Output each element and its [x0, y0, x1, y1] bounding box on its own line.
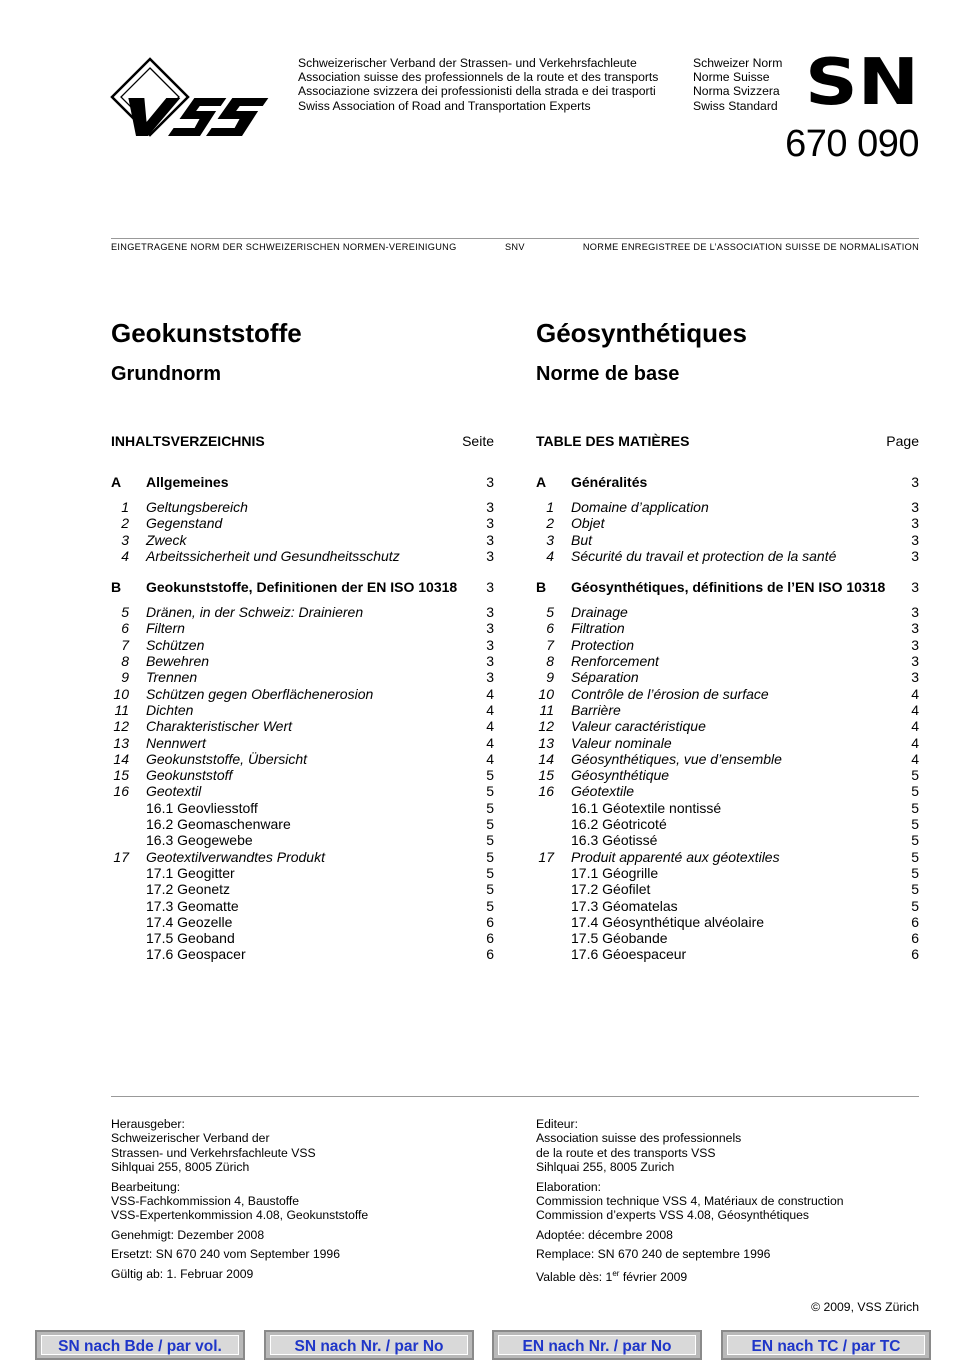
title-de: Geokunststoffe: [111, 318, 302, 348]
imprint-line: Remplace: SN 670 240 de septembre 1996: [536, 1247, 771, 1262]
toc-entry[interactable]: [536, 881, 919, 897]
entry-page: 4: [911, 750, 919, 767]
footer-divider: [111, 1096, 919, 1097]
toc-entry[interactable]: [111, 751, 494, 767]
entry-page: 5: [486, 799, 494, 816]
toc-entry[interactable]: [111, 914, 494, 930]
entry-page: 6: [911, 913, 919, 930]
entry-page: 6: [911, 946, 919, 963]
toc-entry[interactable]: [536, 686, 919, 702]
entry-number: 8: [121, 653, 129, 670]
section-title: Généralités: [571, 474, 648, 490]
registered-de: EINGETRAGENE NORM DER SCHWEIZERISCHEN NORMEN-VEREINIGUNG: [111, 242, 457, 252]
entry-title: Géosynthétique: [571, 767, 670, 784]
toc-entry[interactable]: [111, 735, 494, 751]
entry-number: 12: [538, 718, 554, 735]
entry-number: 16: [113, 783, 129, 800]
section-letter: B: [536, 579, 547, 596]
association-fr: Association suisse des professionnels de la route et des transports: [298, 70, 659, 85]
section-title: Allgemeines: [146, 474, 229, 490]
entry-number: 17: [113, 848, 129, 865]
imprint-line: Association suisse des professionnels: [536, 1131, 742, 1146]
toc-entry[interactable]: [111, 849, 494, 865]
entry-title: Geokunststoff: [146, 767, 233, 784]
toc-entry[interactable]: [111, 783, 494, 799]
toc-entry[interactable]: [536, 515, 919, 531]
toc-entry[interactable]: [536, 800, 919, 816]
entry-title: 17.2 Géofilet: [571, 881, 651, 898]
entry-title: Trennen: [146, 669, 198, 686]
sn-logo: [804, 56, 920, 113]
title-fr: Géosynthétiques: [536, 318, 747, 348]
entry-title: Charakteristischer Wert: [146, 718, 293, 735]
entry-page: 5: [486, 767, 494, 784]
imprint-line: Sihlquai 255, 8005 Zurich: [536, 1160, 675, 1175]
entry-page: 4: [911, 685, 919, 702]
entry-number: 14: [113, 750, 129, 767]
imprint-block: [536, 1228, 844, 1242]
toc-title: TABLE DES MATIÈRES: [536, 433, 690, 449]
entry-page: 5: [911, 881, 919, 898]
entry-number: 13: [538, 734, 554, 751]
nav-en-by-number-button[interactable]: [492, 1330, 702, 1360]
entry-title: Objet: [571, 515, 605, 532]
entry-number: 12: [113, 718, 129, 735]
standard-type-fr: Norme Suisse: [693, 70, 770, 85]
entry-title: Géosynthétiques, vue d’ensemble: [571, 750, 782, 767]
toc-entry[interactable]: [536, 832, 919, 848]
entry-title: 16.1 Géotextile nontissé: [571, 799, 722, 816]
entry-page: 5: [486, 864, 494, 881]
entry-page: 4: [486, 718, 494, 735]
toc-entry[interactable]: [111, 532, 494, 548]
entry-number: 13: [113, 734, 129, 751]
nav-en-by-tc-button[interactable]: [721, 1330, 931, 1360]
entry-number: 4: [546, 547, 554, 564]
nav-button-label[interactable]: SN nach Bde / par vol.: [41, 1335, 239, 1355]
nav-sn-by-volume-button[interactable]: [35, 1330, 245, 1360]
entry-title: But: [571, 531, 593, 548]
entry-page: 3: [911, 499, 919, 515]
entry-title: 16.3 Géotissé: [571, 832, 658, 849]
entry-title: Bewehren: [146, 653, 210, 670]
section-letter: B: [111, 579, 122, 596]
entry-title: Séparation: [571, 669, 639, 686]
entry-page: 5: [911, 783, 919, 800]
entry-title: Contrôle de l’érosion de surface: [571, 685, 769, 702]
entry-title: 17.1 Géogrille: [571, 864, 659, 881]
entry-title: Dichten: [146, 701, 194, 718]
entry-number: 15: [113, 767, 129, 784]
entry-page: 5: [486, 881, 494, 898]
entry-title: Geotextilverwandtes Produkt: [146, 848, 325, 865]
imprint-line: Commission technique VSS 4, Matériaux de construction: [536, 1194, 844, 1209]
entry-title: 17.4 Géosynthétique alvéolaire: [571, 913, 765, 930]
toc-entry[interactable]: [111, 637, 494, 653]
imprint-line: Commission d’experts VSS 4.08, Géosynthétiques: [536, 1208, 809, 1223]
entry-number: 5: [121, 604, 129, 621]
entry-number: 14: [538, 750, 554, 767]
entry-title: Schützen gegen Oberflächenerosion: [146, 685, 374, 702]
imprint-de: [111, 1117, 368, 1281]
toc-entry[interactable]: [111, 686, 494, 702]
toc-entry[interactable]: [111, 865, 494, 881]
imprint-line: Strassen- und Verkehrsfachleute VSS: [111, 1145, 316, 1160]
toc-entry[interactable]: [111, 800, 494, 816]
toc-fr: [536, 473, 919, 963]
toc-entry[interactable]: [111, 620, 494, 636]
entry-page: 5: [486, 848, 494, 865]
entry-page: 4: [486, 734, 494, 751]
imprint-line: Gültig ab: 1. Februar 2009: [111, 1266, 254, 1281]
entry-title: Filtration: [571, 620, 625, 637]
entry-number: 8: [546, 653, 554, 670]
section-page: 3: [486, 474, 494, 490]
entry-page: 3: [911, 531, 919, 548]
entry-number: 3: [546, 531, 554, 548]
imprint-line: Herausgeber:: [111, 1117, 185, 1131]
entry-number: 11: [114, 701, 129, 718]
standard-type-it: Norma Svizzera: [693, 84, 780, 99]
copyright: © 2009, VSS Zürich: [811, 1300, 919, 1314]
entry-title: Geotextil: [146, 783, 202, 800]
entry-title: Valeur caractéristique: [571, 718, 706, 735]
entry-title: Schützen: [146, 636, 205, 653]
entry-page: 3: [486, 499, 494, 515]
entry-title: Barrière: [571, 701, 621, 718]
section-letter: A: [536, 474, 547, 490]
toc-section: [111, 578, 494, 596]
imprint-block: [111, 1180, 368, 1223]
section-page: 3: [486, 579, 494, 596]
entry-title: Domaine d’application: [571, 499, 709, 515]
entry-number: 7: [546, 636, 554, 653]
entry-page: 3: [911, 604, 919, 621]
nav-sn-by-number-button[interactable]: [264, 1330, 474, 1360]
entry-page: 5: [486, 816, 494, 833]
toc-entry[interactable]: [536, 865, 919, 881]
toc-entry[interactable]: [536, 849, 919, 865]
entry-page: 3: [911, 515, 919, 532]
entry-page: 3: [486, 547, 494, 564]
entry-number: 4: [121, 547, 129, 564]
imprint-line: VSS-Fachkommission 4, Baustoffe: [111, 1194, 300, 1209]
entry-title: 17.4 Geozelle: [146, 913, 233, 930]
toc-section: [536, 473, 919, 491]
valid-suffix: février 2009: [619, 1270, 688, 1285]
entry-page: 5: [911, 816, 919, 833]
imprint-block: [111, 1247, 368, 1261]
toc-entry[interactable]: [111, 816, 494, 832]
imprint-block: [111, 1117, 368, 1175]
toc-heading-de: [111, 432, 494, 450]
section-page: 3: [911, 474, 919, 490]
entry-title: Drainage: [571, 604, 628, 621]
valid-prefix: Valable dès: 1: [536, 1270, 613, 1285]
entry-title: Protection: [571, 636, 635, 653]
entry-number: 9: [546, 669, 554, 686]
toc-heading-fr: [536, 432, 919, 450]
entry-page: 3: [486, 669, 494, 686]
entry-page: 5: [911, 848, 919, 865]
entry-number: 3: [121, 531, 129, 548]
sn-mark: SN: [805, 56, 919, 108]
toc-entry[interactable]: [536, 751, 919, 767]
section-title: Géosynthétiques, définitions de l’EN ISO 10318: [571, 579, 886, 596]
toc-entry[interactable]: [536, 816, 919, 832]
entry-page: 3: [911, 653, 919, 670]
section-page: 3: [911, 579, 919, 596]
entry-title: 16.1 Geovliesstoff: [146, 799, 258, 816]
entry-number: 9: [121, 669, 129, 686]
registered-fr: NORME ENREGISTREE DE L’ASSOCIATION SUISSE DE NORMALISATION: [582, 242, 919, 252]
toc-entry[interactable]: [111, 718, 494, 734]
entry-title: Produit apparenté aux géotextiles: [571, 848, 780, 865]
entry-page: 6: [486, 913, 494, 930]
entry-number: 10: [538, 685, 554, 702]
entry-number: 16: [538, 783, 554, 800]
entry-page: 5: [911, 799, 919, 816]
imprint-line: de la route et des transports VSS: [536, 1145, 716, 1160]
entry-page: 3: [911, 620, 919, 637]
entry-number: 2: [546, 515, 554, 532]
toc-de: [111, 473, 494, 963]
standard-type-en: Swiss Standard: [693, 98, 778, 113]
entry-page: 6: [486, 946, 494, 963]
imprint-line: Elaboration:: [536, 1179, 602, 1194]
subtitle-fr: Norme de base: [536, 363, 680, 385]
toc-title: INHALTSVERZEICHNIS: [111, 433, 265, 449]
standard-type: [693, 56, 782, 113]
valid-from-fr: [536, 1267, 687, 1284]
toc-entry[interactable]: [536, 548, 919, 564]
entry-page: 3: [911, 636, 919, 653]
entry-title: Filtern: [146, 620, 185, 637]
imprint-block: [536, 1247, 844, 1261]
entry-page: 5: [911, 767, 919, 784]
entry-title: 17.6 Geospacer: [146, 946, 246, 963]
toc-entry[interactable]: [536, 898, 919, 914]
toc-entry[interactable]: [111, 832, 494, 848]
entry-title: Geltungsbereich: [146, 499, 248, 515]
toc-entry[interactable]: [536, 702, 919, 718]
toc-entry[interactable]: [536, 499, 919, 515]
entry-page: 5: [911, 897, 919, 914]
entry-page: 5: [486, 832, 494, 849]
toc-entry[interactable]: [111, 946, 494, 962]
toc-entry[interactable]: [111, 767, 494, 783]
association-it: Associazione svizzera dei professionisti della strada e dei trasporti: [298, 84, 656, 99]
entry-title: Geokunststoffe, Übersicht: [146, 750, 308, 767]
entry-page: 4: [911, 718, 919, 735]
toc-section: [536, 578, 919, 596]
toc-entry[interactable]: [111, 653, 494, 669]
entry-page: 5: [486, 897, 494, 914]
section-letter: A: [111, 474, 122, 490]
imprint-line: Adoptée: décembre 2008: [536, 1227, 673, 1242]
snv-label: SNV: [505, 242, 525, 252]
entry-page: 5: [911, 832, 919, 849]
association-names: [298, 56, 658, 113]
toc-entry[interactable]: [111, 604, 494, 620]
section-title: Geokunststoffe, Definitionen der EN ISO 10318: [146, 579, 458, 596]
entry-number: 11: [539, 701, 554, 718]
entry-page: 6: [911, 930, 919, 947]
entry-number: 2: [121, 515, 129, 532]
imprint-line: Editeur:: [536, 1117, 579, 1131]
entry-page: 5: [486, 783, 494, 800]
toc-page-label: Page: [886, 433, 919, 449]
standard-number: 670 090: [785, 123, 919, 165]
entry-title: Géotextile: [571, 783, 635, 800]
entry-page: 4: [486, 701, 494, 718]
entry-title: 16.3 Geogewebe: [146, 832, 253, 849]
association-de: Schweizerischer Verband der Strassen- und Verkehrsfachleute: [298, 56, 637, 70]
entry-page: 3: [486, 604, 494, 621]
entry-number: 17: [538, 848, 554, 865]
entry-number: 5: [546, 604, 554, 621]
association-en: Swiss Association of Road and Transportation Experts: [298, 98, 591, 113]
entry-page: 4: [486, 685, 494, 702]
entry-title: Sécurité du travail et protection de la santé: [571, 547, 837, 564]
imprint-line: Schweizerischer Verband der: [111, 1131, 270, 1146]
entry-title: 17.6 Géoespaceur: [571, 946, 687, 963]
toc-entry[interactable]: [536, 735, 919, 751]
entry-title: Arbeitssicherheit und Gesundheitsschutz: [146, 547, 400, 564]
toc-entry[interactable]: [111, 515, 494, 531]
toc-entry[interactable]: [111, 669, 494, 685]
entry-title: Gegenstand: [146, 515, 223, 532]
entry-title: Valeur nominale: [571, 734, 672, 751]
nav-button-label[interactable]: EN nach TC / par TC: [727, 1335, 925, 1355]
standard-type-de: Schweizer Norm: [693, 56, 783, 70]
valid-sup: er: [612, 1269, 620, 1278]
toc-entry[interactable]: [536, 532, 919, 548]
toc-entry[interactable]: [111, 930, 494, 946]
entry-page: 5: [911, 864, 919, 881]
toc-entry[interactable]: [111, 548, 494, 564]
imprint-block: [536, 1180, 844, 1223]
toc-entry[interactable]: [536, 669, 919, 685]
entry-page: 3: [911, 547, 919, 564]
entry-page: 3: [486, 636, 494, 653]
toc-section: [111, 473, 494, 491]
imprint-line: Sihlquai 255, 8005 Zürich: [111, 1160, 250, 1175]
entry-number: 7: [121, 636, 129, 653]
entry-page: 6: [486, 930, 494, 947]
imprint-block: [536, 1117, 844, 1175]
toc-entry[interactable]: [536, 930, 919, 946]
toc-entry[interactable]: [111, 702, 494, 718]
toc-entry[interactable]: [536, 914, 919, 930]
entry-page: 3: [486, 531, 494, 548]
entry-number: 10: [113, 685, 129, 702]
imprint-fr: [536, 1117, 844, 1262]
imprint-line: Genehmigt: Dezember 2008: [111, 1227, 265, 1242]
toc-entry[interactable]: [536, 946, 919, 962]
entry-title: 17.2 Geonetz: [146, 881, 231, 898]
toc-entry[interactable]: [111, 881, 494, 897]
imprint-line: Bearbeitung:: [111, 1179, 181, 1194]
entry-page: 4: [486, 750, 494, 767]
entry-title: 16.2 Geomaschenware: [146, 816, 291, 833]
entry-page: 4: [911, 734, 919, 751]
entry-page: 3: [486, 620, 494, 637]
entry-number: 15: [538, 767, 554, 784]
imprint-block: [111, 1228, 368, 1242]
toc-entry[interactable]: [111, 499, 494, 515]
divider: [111, 238, 919, 239]
toc-page-label: Seite: [462, 433, 494, 449]
entry-title: 17.3 Geomatte: [146, 897, 239, 914]
toc-entry[interactable]: [111, 898, 494, 914]
entry-title: 17.5 Géobande: [571, 930, 668, 947]
entry-title: Renforcement: [571, 653, 659, 670]
entry-page: 4: [911, 701, 919, 718]
subtitle-de: Grundnorm: [111, 363, 221, 385]
entry-number: 6: [121, 620, 129, 637]
imprint-line: VSS-Expertenkommission 4.08, Geokunststoffe: [111, 1208, 369, 1223]
entry-number: 1: [121, 499, 129, 515]
entry-title: 17.5 Geoband: [146, 930, 235, 947]
toc-entry[interactable]: [536, 604, 919, 620]
imprint-line: Ersetzt: SN 670 240 vom September 1996: [111, 1247, 340, 1262]
toc-entry[interactable]: [536, 783, 919, 799]
entry-title: 17.1 Geogitter: [146, 864, 235, 881]
imprint-block: [111, 1267, 368, 1281]
vss-logo: [110, 56, 290, 145]
toc-entry[interactable]: [536, 620, 919, 636]
toc-entry[interactable]: [536, 767, 919, 783]
toc-entry[interactable]: [536, 637, 919, 653]
entry-title: Dränen, in der Schweiz: Drainieren: [146, 604, 364, 621]
entry-number: 6: [546, 620, 554, 637]
toc-entry[interactable]: [536, 718, 919, 734]
toc-entry[interactable]: [536, 653, 919, 669]
entry-title: 17.3 Géomatelas: [571, 897, 678, 914]
entry-title: Zweck: [146, 531, 187, 548]
entry-title: 16.2 Géotricoté: [571, 816, 667, 833]
entry-number: 1: [546, 499, 554, 515]
entry-page: 3: [911, 669, 919, 686]
entry-title: Nennwert: [146, 734, 206, 751]
entry-page: 3: [486, 515, 494, 532]
nav-button-label[interactable]: EN nach Nr. / par No: [498, 1335, 696, 1355]
nav-button-label[interactable]: SN nach Nr. / par No: [270, 1335, 468, 1355]
entry-page: 3: [486, 653, 494, 670]
